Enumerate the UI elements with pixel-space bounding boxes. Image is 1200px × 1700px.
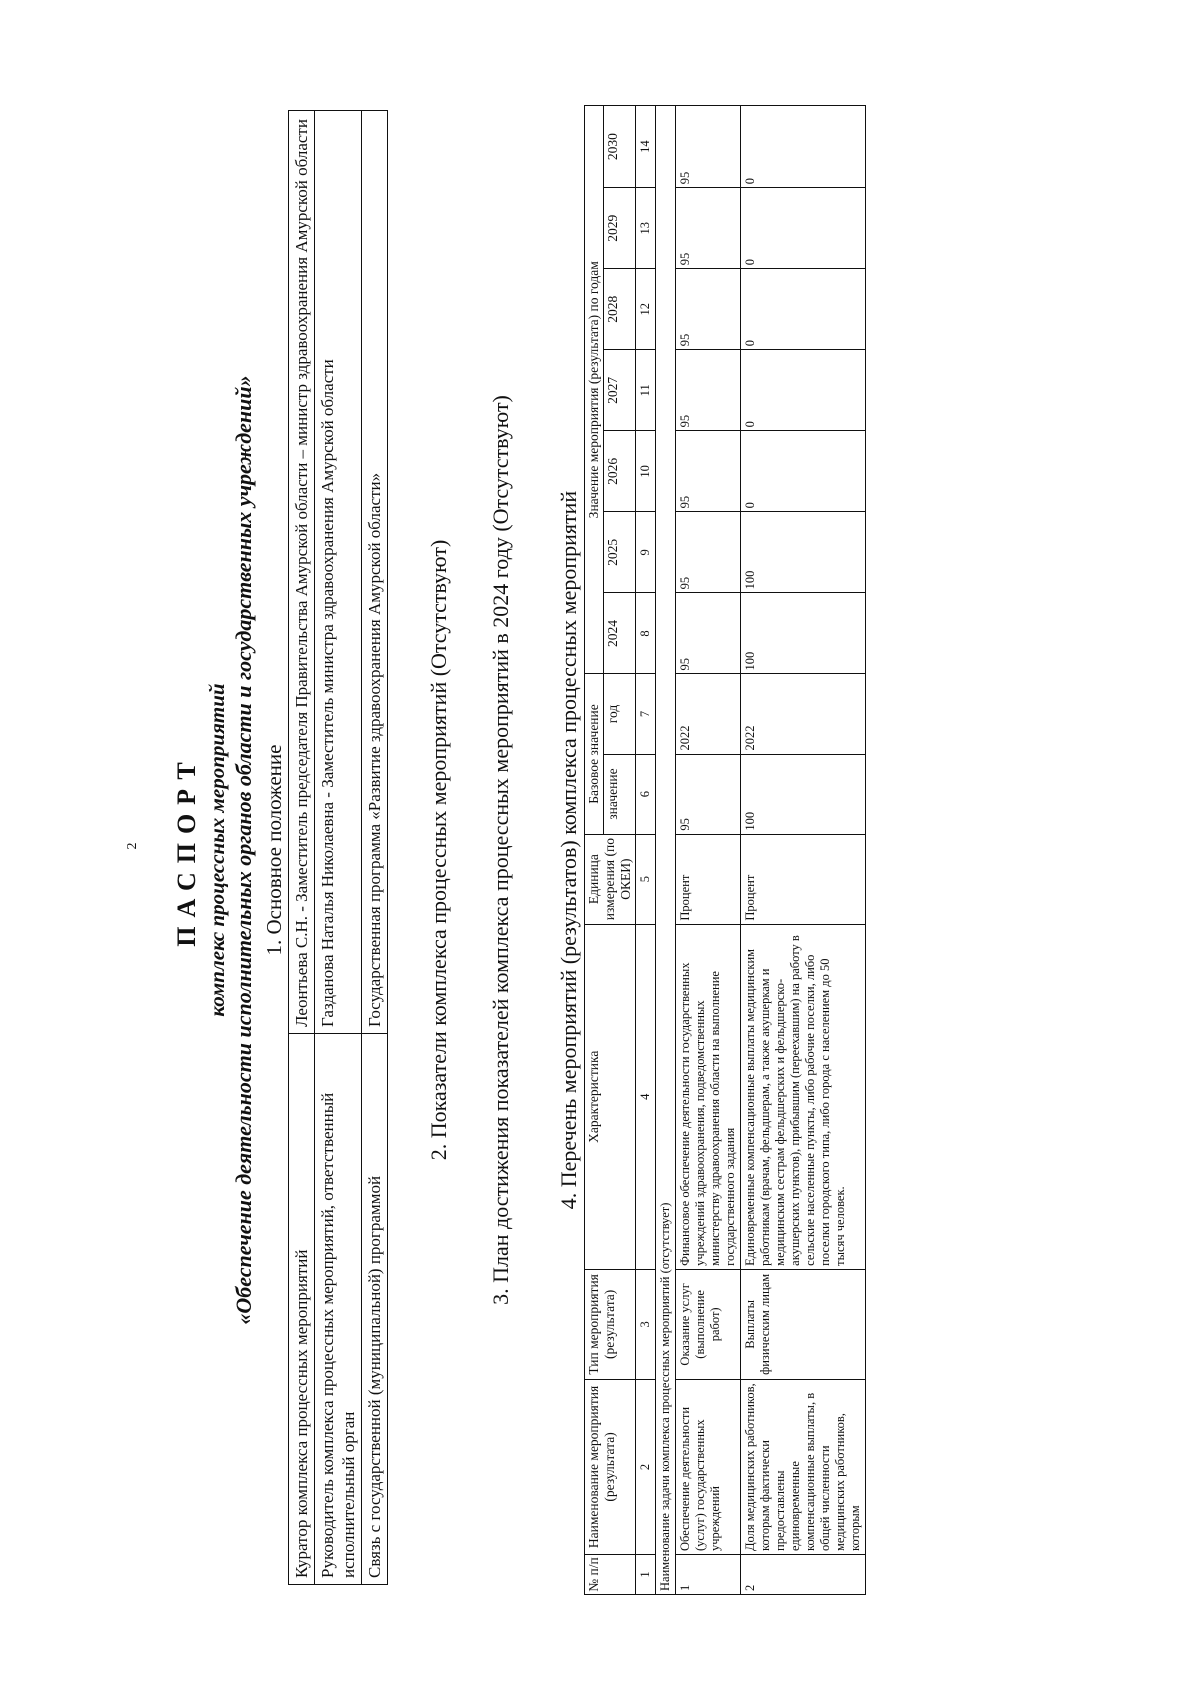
row-base-year: 2022 <box>676 674 741 754</box>
row-year-value: 95 <box>676 431 741 512</box>
col-header-year: 2026 <box>604 431 636 512</box>
page-number: 2 <box>125 842 140 850</box>
column-number: 1 <box>636 1554 656 1594</box>
column-number: 4 <box>636 924 656 1269</box>
row-year-value: 95 <box>676 106 741 188</box>
row-label: Связь с государственной (муниципальной) программой <box>362 1034 388 1585</box>
document-subtitle: комплекс процессных мероприятий <box>205 683 229 1017</box>
column-number: 12 <box>636 269 656 350</box>
task-name: Наименование задачи комплекса процессных мероприятий (отсутствует) <box>656 106 676 1595</box>
col-header-name: Наименование мероприятия (результата) <box>585 1379 636 1554</box>
row-year-value: 95 <box>676 269 741 350</box>
section-2-heading: 2. Показатели комплекса процессных мероприятий (Отсутствуют) <box>426 539 451 1161</box>
row-year-value: 0 <box>741 350 866 431</box>
col-header-unit: Единица измерения (по ОКЕИ) <box>585 834 636 924</box>
table-row <box>741 106 866 1595</box>
section-3-heading: 3. План достижения показателей комплекса процессных мероприятий в 2024 году (Отсутствуют) <box>488 395 513 1305</box>
row-year-value: 95 <box>676 512 741 593</box>
row-unit: Процент <box>676 834 741 924</box>
col-header-type: Тип мероприятия (результата) <box>585 1269 636 1379</box>
row-year-value: 100 <box>741 512 866 593</box>
row-unit: Процент <box>741 834 866 924</box>
row-year-value: 0 <box>741 106 866 188</box>
row-num: 1 <box>676 1554 741 1594</box>
task-row <box>656 106 676 1595</box>
row-label: Руководитель комплекса процессных мероприятий, ответственный исполнительный орган <box>315 1034 362 1585</box>
row-year-value: 0 <box>741 188 866 269</box>
document-subject: «Обеспечение деятельности исполнительных органов области и государственных учреждений» <box>231 375 256 1325</box>
row-label: Куратор комплекса процессных мероприятий <box>289 1034 315 1585</box>
column-number: 11 <box>636 350 656 431</box>
col-header-year: 2027 <box>604 350 636 431</box>
row-year-value: 95 <box>676 188 741 269</box>
column-number: 10 <box>636 431 656 512</box>
column-number: 5 <box>636 834 656 924</box>
table-row <box>315 111 362 1585</box>
table-row <box>676 106 741 1595</box>
table-row <box>362 111 388 1585</box>
column-number: 9 <box>636 512 656 593</box>
section-4-heading: 4. Перечень мероприятий (результатов) комплекса процессных мероприятий <box>556 490 581 1210</box>
row-value: Леонтьева С.Н. - Заместитель председателя Правительства Амурской области – министр здравоохранения Амурской области <box>289 111 315 1034</box>
section-1-heading: 1. Основное положение <box>262 744 286 956</box>
column-number: 2 <box>636 1379 656 1554</box>
col-header-base-year: год <box>604 674 636 754</box>
col-header-year: 2030 <box>604 106 636 188</box>
main-info-table <box>288 110 388 1585</box>
column-number: 8 <box>636 593 656 674</box>
col-header-characteristic: Характеристика <box>585 924 636 1269</box>
document-title: ПАСПОРТ <box>172 753 201 947</box>
row-value: Государственная программа «Развитие здравоохранения Амурской области» <box>362 111 388 1034</box>
header-row <box>585 106 604 1595</box>
col-header-year: 2028 <box>604 269 636 350</box>
row-year-value: 95 <box>676 350 741 431</box>
row-year-value: 95 <box>676 593 741 674</box>
row-year-value: 0 <box>741 431 866 512</box>
col-header-num: № п/п <box>585 1554 636 1594</box>
row-characteristic: Единовременные компенсационные выплаты медицинским работникам (врачам, фельдшерам, а также акушеркам и медицинским сестрам фельдшерских и фельдшерско-акушерских пунктов), прибывшим (переехавшим) на работу в сельские населенные пункты, либо рабочие поселки, либо поселки городского типа, либо города с населением до 50 тысяч человек. <box>741 924 866 1269</box>
col-header-base: Базовое значение <box>585 674 604 834</box>
results-table <box>584 105 866 1595</box>
row-year-value: 0 <box>741 269 866 350</box>
row-base-value: 95 <box>676 754 741 834</box>
row-value: Газданова Наталья Николаевна - Заместитель министра здравоохранения Амурской области <box>315 111 362 1034</box>
rotated-page-content <box>170 100 1110 1600</box>
column-number: 13 <box>636 188 656 269</box>
row-num: 2 <box>741 1554 866 1594</box>
col-header-year: 2029 <box>604 188 636 269</box>
row-year-value: 100 <box>741 593 866 674</box>
column-numbers-row <box>636 106 656 1595</box>
row-type: Оказание услуг (выполнение работ) <box>676 1269 741 1379</box>
col-header-base-value: значение <box>604 754 636 834</box>
col-header-year: 2025 <box>604 512 636 593</box>
column-number: 7 <box>636 674 656 754</box>
row-base-value: 100 <box>741 754 866 834</box>
column-number: 6 <box>636 754 656 834</box>
table-row <box>289 111 315 1585</box>
row-name: Доля медицинских работников, которым фактически предоставлены единовременные компенсационные выплаты, в общей численности медицинских работников, которым <box>741 1379 866 1554</box>
col-header-years-group: Значение мероприятия (результата) по годам <box>585 106 604 674</box>
row-base-year: 2022 <box>741 674 866 754</box>
row-type: Выплаты физическим лицам <box>741 1269 866 1379</box>
col-header-year: 2024 <box>604 593 636 674</box>
column-number: 14 <box>636 106 656 188</box>
row-characteristic: Финансовое обеспечение деятельности государственных учреждений здравоохранения, подведомственных министерству здравоохранения области на выполнение государственного задания <box>676 924 741 1269</box>
column-number: 3 <box>636 1269 656 1379</box>
row-name: Обеспечение деятельности (услуг) государственных учреждений <box>676 1379 741 1554</box>
